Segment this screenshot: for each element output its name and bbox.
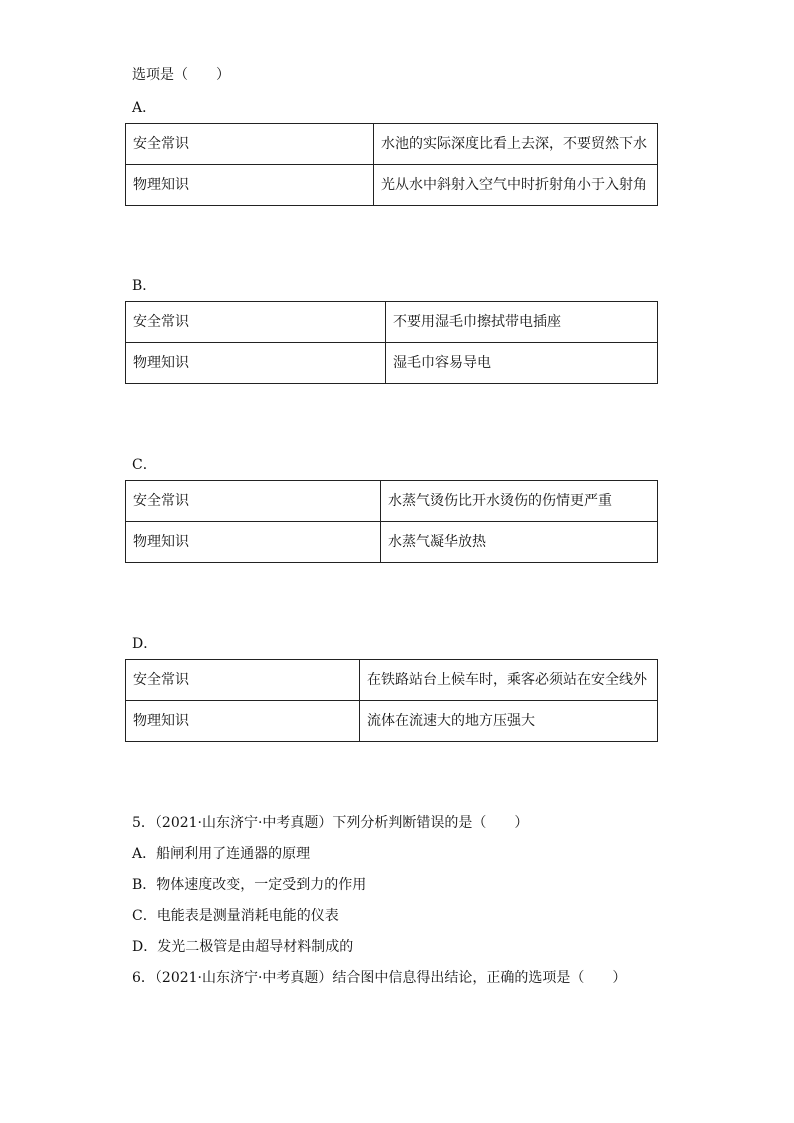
option-a-label: A． [132,100,157,116]
option-d-label: D． [132,636,158,652]
option-c-label: C． [132,457,157,473]
table-cell-topic: 安全常识 [126,302,386,343]
table-cell-content: 水池的实际深度比看上去深，不要贸然下水 [374,124,658,165]
table-row [126,124,658,165]
table-row [126,522,658,563]
table-cell-content: 光从水中斜射入空气中时折射角小于入射角 [374,165,658,206]
option-b-label: B． [132,278,157,294]
question-5-choice-d: D．发光二极管是由超导材料制成的 [132,939,354,955]
option-c-table [125,480,658,563]
option-d-table [125,659,658,742]
table-row [126,343,658,384]
table-cell-content: 流体在流速大的地方压强大 [360,701,658,742]
question-intro: 选项是（ ） [132,67,230,83]
table-row [126,701,658,742]
table-cell-content: 湿毛巾容易导电 [386,343,658,384]
question-5-choice-c: C．电能表是测量消耗电能的仪表 [132,908,339,924]
table-row [126,302,658,343]
table-row [126,660,658,701]
question-6-stem: 6．（2021·山东济宁·中考真题）结合图中信息得出结论，正确的选项是（ ） [132,970,627,986]
option-a-table [125,123,658,206]
table-cell-content: 不要用湿毛巾擦拭带电插座 [386,302,658,343]
table-cell-content: 水蒸气烫伤比开水烫伤的伤情更严重 [381,481,658,522]
question-5-choice-b: B．物体速度改变，一定受到力的作用 [132,877,367,893]
table-cell-topic: 物理知识 [126,522,381,563]
table-cell-topic: 安全常识 [126,660,360,701]
table-cell-topic: 物理知识 [126,165,374,206]
table-cell-topic: 物理知识 [126,343,386,384]
table-row [126,481,658,522]
table-cell-topic: 物理知识 [126,701,360,742]
table-cell-content: 在铁路站台上候车时，乘客必须站在安全线外 [360,660,658,701]
table-cell-topic: 安全常识 [126,481,381,522]
table-cell-content: 水蒸气凝华放热 [381,522,658,563]
table-row [126,165,658,206]
option-b-table [125,301,658,384]
question-5-stem: 5．（2021·山东济宁·中考真题）下列分析判断错误的是（ ） [132,815,529,831]
table-cell-topic: 安全常识 [126,124,374,165]
question-5-choice-a: A．船闸利用了连通器的原理 [132,846,311,862]
